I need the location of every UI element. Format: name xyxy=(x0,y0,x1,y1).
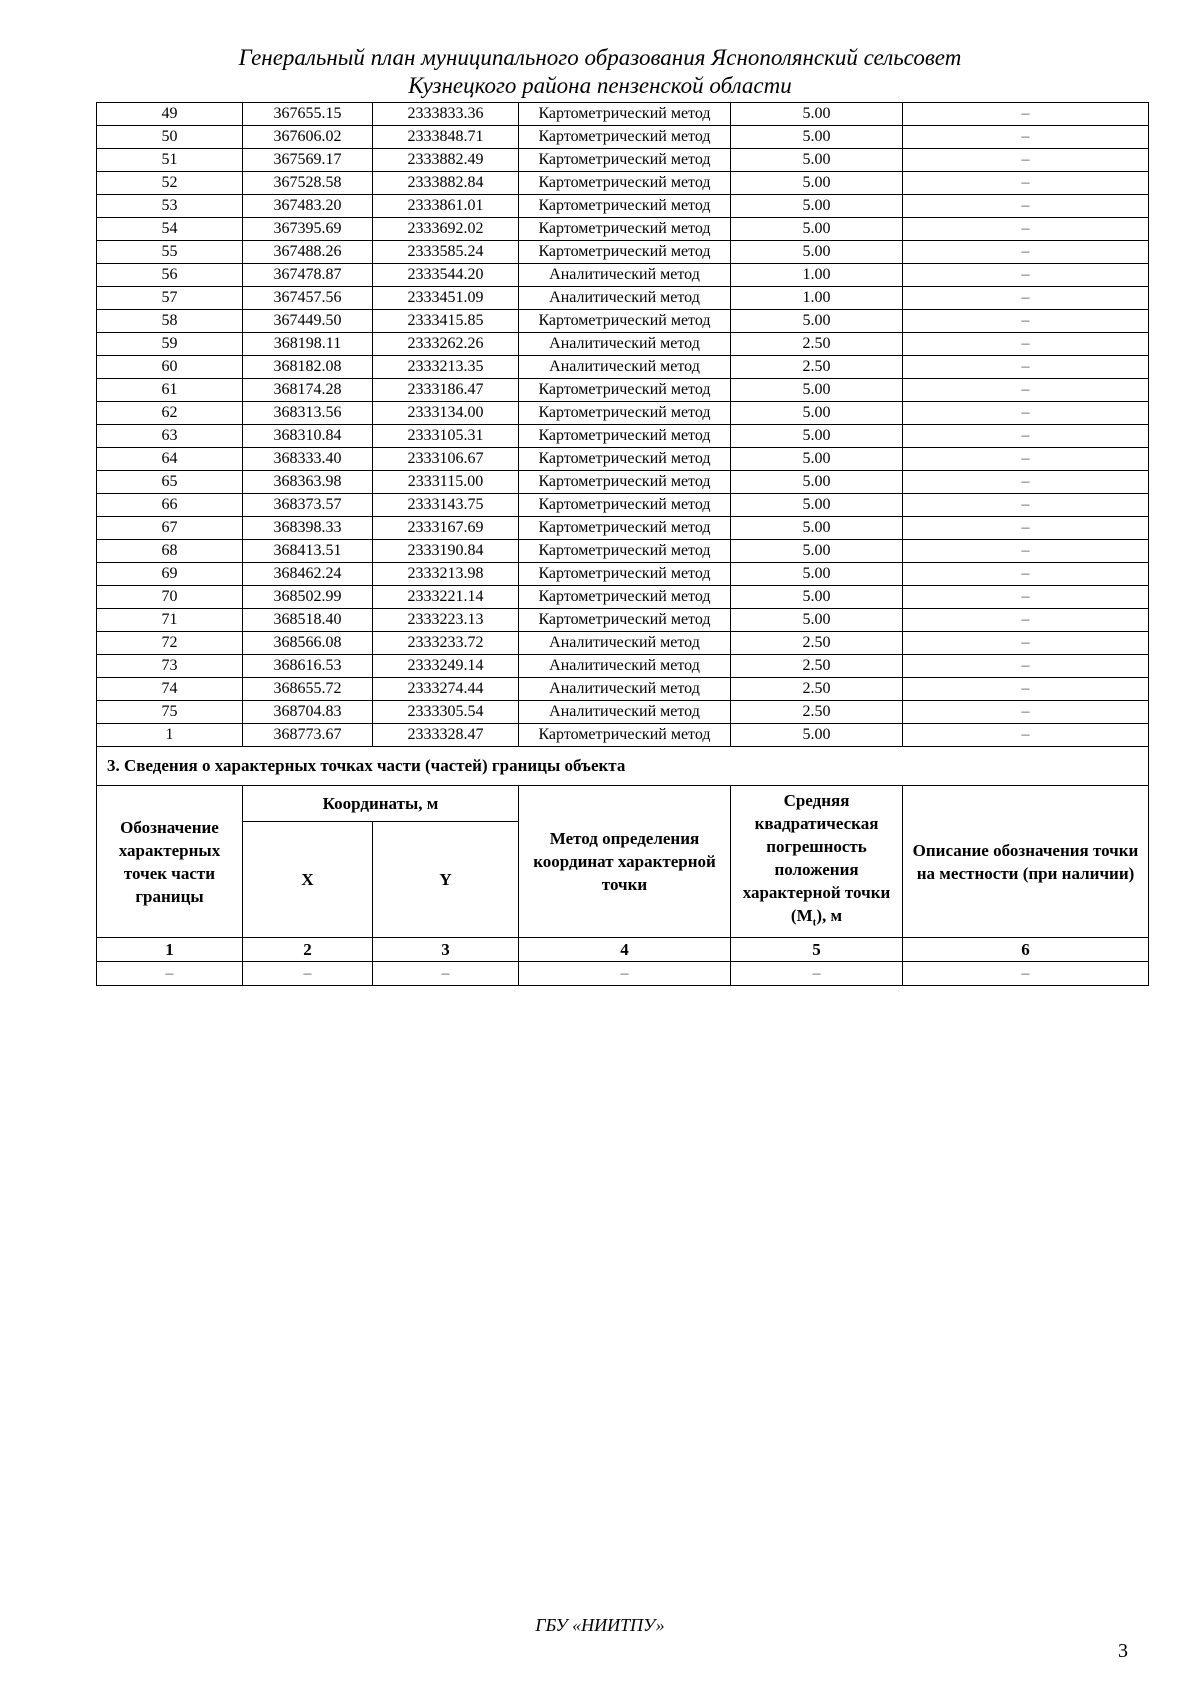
description-cell: – xyxy=(903,586,1149,609)
point-number-cell: 1 xyxy=(97,724,243,747)
coord-y-cell: 2333167.69 xyxy=(373,517,519,540)
col-designation-header: Обозначение характерных точек части границы xyxy=(97,786,243,938)
point-number-cell: 56 xyxy=(97,264,243,287)
point-number-cell: 63 xyxy=(97,425,243,448)
description-cell: – xyxy=(903,678,1149,701)
coord-y-cell: 2333223.13 xyxy=(373,609,519,632)
table-row xyxy=(97,586,1149,609)
empty-cell: – xyxy=(731,962,903,986)
description-cell: – xyxy=(903,655,1149,678)
method-cell: Картометрический метод xyxy=(519,448,731,471)
coord-x-cell: 367569.17 xyxy=(243,149,373,172)
boundary-points-table xyxy=(96,102,1149,986)
table-row xyxy=(97,609,1149,632)
coord-y-cell: 2333692.02 xyxy=(373,218,519,241)
coord-x-cell: 368363.98 xyxy=(243,471,373,494)
coord-x-cell: 368182.08 xyxy=(243,356,373,379)
table-row xyxy=(97,241,1149,264)
method-cell: Аналитический метод xyxy=(519,701,731,724)
point-number-cell: 73 xyxy=(97,655,243,678)
coord-y-cell: 2333415.85 xyxy=(373,310,519,333)
description-cell: – xyxy=(903,563,1149,586)
table-row xyxy=(97,172,1149,195)
section3-block xyxy=(97,747,1149,986)
table-row xyxy=(97,126,1149,149)
description-cell: – xyxy=(903,724,1149,747)
coord-x-cell: 367449.50 xyxy=(243,310,373,333)
coord-y-cell: 2333848.71 xyxy=(373,126,519,149)
coord-x-cell: 368174.28 xyxy=(243,379,373,402)
empty-cell: – xyxy=(903,962,1149,986)
point-number-cell: 69 xyxy=(97,563,243,586)
table-row xyxy=(97,287,1149,310)
description-cell: – xyxy=(903,333,1149,356)
coord-x-cell: 367655.15 xyxy=(243,103,373,126)
coord-x-cell: 368502.99 xyxy=(243,586,373,609)
error-value-cell: 5.00 xyxy=(731,471,903,494)
coord-x-cell: 368398.33 xyxy=(243,517,373,540)
table-row xyxy=(97,678,1149,701)
empty-cell: – xyxy=(519,962,731,986)
error-value-cell: 5.00 xyxy=(731,517,903,540)
point-number-cell: 61 xyxy=(97,379,243,402)
error-value-cell: 5.00 xyxy=(731,448,903,471)
footer-organization: ГБУ «НИИТПУ» xyxy=(535,1615,665,1635)
error-value-cell: 5.00 xyxy=(731,425,903,448)
description-cell: – xyxy=(903,494,1149,517)
col-error-header: Средняя квадратическая погрешность положения характерной точки $(M_t)$, м xyxy=(731,786,903,938)
method-cell: Аналитический метод xyxy=(519,632,731,655)
column-numbers-row xyxy=(97,938,1149,962)
point-number-cell: 71 xyxy=(97,609,243,632)
header-line-2: Кузнецкого района пензенской области xyxy=(408,73,792,98)
point-number-cell: 67 xyxy=(97,517,243,540)
header-line-1: Генеральный план муниципального образования Яснополянский сельсовет xyxy=(238,45,962,70)
error-value-cell: 5.00 xyxy=(731,402,903,425)
coord-y-cell: 2333233.72 xyxy=(373,632,519,655)
table-row xyxy=(97,379,1149,402)
empty-cell: – xyxy=(243,962,373,986)
point-number-cell: 52 xyxy=(97,172,243,195)
method-cell: Картометрический метод xyxy=(519,471,731,494)
coord-x-cell: 368616.53 xyxy=(243,655,373,678)
description-cell: – xyxy=(903,126,1149,149)
empty-cell: – xyxy=(97,962,243,986)
description-cell: – xyxy=(903,103,1149,126)
description-cell: – xyxy=(903,195,1149,218)
error-value-cell: 5.00 xyxy=(731,149,903,172)
error-value-cell: 2.50 xyxy=(731,678,903,701)
point-number-cell: 55 xyxy=(97,241,243,264)
description-cell: – xyxy=(903,609,1149,632)
coord-x-cell: 368373.57 xyxy=(243,494,373,517)
table-row xyxy=(97,264,1149,287)
method-cell: Картометрический метод xyxy=(519,586,731,609)
error-value-cell: 5.00 xyxy=(731,724,903,747)
col-number: 1 xyxy=(97,938,243,962)
point-number-cell: 68 xyxy=(97,540,243,563)
page-number: 3 xyxy=(1118,1640,1128,1662)
point-number-cell: 72 xyxy=(97,632,243,655)
method-cell: Картометрический метод xyxy=(519,563,731,586)
coord-x-cell: 367395.69 xyxy=(243,218,373,241)
point-number-cell: 58 xyxy=(97,310,243,333)
method-cell: Картометрический метод xyxy=(519,310,731,333)
coord-y-cell: 2333213.35 xyxy=(373,356,519,379)
table-row xyxy=(97,402,1149,425)
method-cell: Аналитический метод xyxy=(519,678,731,701)
description-cell: – xyxy=(903,172,1149,195)
method-cell: Аналитический метод xyxy=(519,356,731,379)
coord-x-cell: 368462.24 xyxy=(243,563,373,586)
table-row xyxy=(97,310,1149,333)
error-value-cell: 5.00 xyxy=(731,218,903,241)
document-header xyxy=(0,44,1200,100)
table-row xyxy=(97,494,1149,517)
table-row xyxy=(97,563,1149,586)
coord-x-cell: 367606.02 xyxy=(243,126,373,149)
description-cell: – xyxy=(903,379,1149,402)
error-value-cell: 5.00 xyxy=(731,563,903,586)
table-row xyxy=(97,724,1149,747)
description-cell: – xyxy=(903,287,1149,310)
description-cell: – xyxy=(903,149,1149,172)
table-row xyxy=(97,333,1149,356)
coord-x-cell: 368773.67 xyxy=(243,724,373,747)
coord-y-cell: 2333143.75 xyxy=(373,494,519,517)
coord-y-cell: 2333544.20 xyxy=(373,264,519,287)
table-row xyxy=(97,195,1149,218)
table-row xyxy=(97,471,1149,494)
table-row xyxy=(97,517,1149,540)
method-cell: Картометрический метод xyxy=(519,218,731,241)
point-number-cell: 70 xyxy=(97,586,243,609)
col-x-header: X xyxy=(243,822,373,938)
error-value-cell: 5.00 xyxy=(731,609,903,632)
col-number: 3 xyxy=(373,938,519,962)
method-cell: Картометрический метод xyxy=(519,195,731,218)
point-number-cell: 50 xyxy=(97,126,243,149)
table-row xyxy=(97,103,1149,126)
error-value-cell: 5.00 xyxy=(731,172,903,195)
coord-x-cell: 368518.40 xyxy=(243,609,373,632)
point-number-cell: 53 xyxy=(97,195,243,218)
coord-x-cell: 367478.87 xyxy=(243,264,373,287)
error-value-cell: 5.00 xyxy=(731,103,903,126)
col-number: 2 xyxy=(243,938,373,962)
description-cell: – xyxy=(903,517,1149,540)
error-value-cell: 5.00 xyxy=(731,586,903,609)
description-cell: – xyxy=(903,356,1149,379)
coord-x-cell: 368704.83 xyxy=(243,701,373,724)
error-value-cell: 5.00 xyxy=(731,379,903,402)
description-cell: – xyxy=(903,471,1149,494)
description-cell: – xyxy=(903,540,1149,563)
coord-x-cell: 368655.72 xyxy=(243,678,373,701)
method-cell: Картометрический метод xyxy=(519,103,731,126)
coord-y-cell: 2333190.84 xyxy=(373,540,519,563)
table-row xyxy=(97,425,1149,448)
description-cell: – xyxy=(903,632,1149,655)
error-value-cell: 2.50 xyxy=(731,356,903,379)
col-number: 5 xyxy=(731,938,903,962)
table-row xyxy=(97,448,1149,471)
coord-y-cell: 2333451.09 xyxy=(373,287,519,310)
method-cell: Картометрический метод xyxy=(519,402,731,425)
description-cell: – xyxy=(903,448,1149,471)
col-y-header: Y xyxy=(373,822,519,938)
point-number-cell: 51 xyxy=(97,149,243,172)
table-row xyxy=(97,540,1149,563)
col-number: 4 xyxy=(519,938,731,962)
empty-cell: – xyxy=(373,962,519,986)
coord-y-cell: 2333249.14 xyxy=(373,655,519,678)
section3-title: 3. Сведения о характерных точках части (частей) границы объекта xyxy=(97,747,1149,786)
coord-y-cell: 2333213.98 xyxy=(373,563,519,586)
coord-y-cell: 2333882.84 xyxy=(373,172,519,195)
description-cell: – xyxy=(903,264,1149,287)
point-number-cell: 60 xyxy=(97,356,243,379)
description-cell: – xyxy=(903,402,1149,425)
point-number-cell: 74 xyxy=(97,678,243,701)
method-cell: Картометрический метод xyxy=(519,517,731,540)
coord-x-cell: 368566.08 xyxy=(243,632,373,655)
error-value-cell: 5.00 xyxy=(731,310,903,333)
coord-y-cell: 2333861.01 xyxy=(373,195,519,218)
coord-y-cell: 2333328.47 xyxy=(373,724,519,747)
coord-y-cell: 2333274.44 xyxy=(373,678,519,701)
error-value-cell: 2.50 xyxy=(731,333,903,356)
coord-y-cell: 2333882.49 xyxy=(373,149,519,172)
coord-x-cell: 368413.51 xyxy=(243,540,373,563)
point-number-cell: 62 xyxy=(97,402,243,425)
point-number-cell: 54 xyxy=(97,218,243,241)
method-cell: Картометрический метод xyxy=(519,126,731,149)
point-number-cell: 57 xyxy=(97,287,243,310)
coord-y-cell: 2333305.54 xyxy=(373,701,519,724)
point-number-cell: 59 xyxy=(97,333,243,356)
table-row xyxy=(97,632,1149,655)
coord-x-cell: 367488.26 xyxy=(243,241,373,264)
empty-row xyxy=(97,962,1149,986)
table-body xyxy=(97,103,1149,747)
table-row xyxy=(97,356,1149,379)
method-cell: Аналитический метод xyxy=(519,264,731,287)
description-cell: – xyxy=(903,425,1149,448)
coord-x-cell: 368333.40 xyxy=(243,448,373,471)
point-number-cell: 64 xyxy=(97,448,243,471)
coord-y-cell: 2333262.26 xyxy=(373,333,519,356)
error-value-cell: 5.00 xyxy=(731,195,903,218)
method-cell: Картометрический метод xyxy=(519,379,731,402)
col-method-header: Метод определения координат характерной точки xyxy=(519,786,731,938)
coord-y-cell: 2333221.14 xyxy=(373,586,519,609)
coord-x-cell: 368198.11 xyxy=(243,333,373,356)
coord-y-cell: 2333105.31 xyxy=(373,425,519,448)
method-cell: Картометрический метод xyxy=(519,494,731,517)
coord-x-cell: 367483.20 xyxy=(243,195,373,218)
description-cell: – xyxy=(903,310,1149,333)
point-number-cell: 75 xyxy=(97,701,243,724)
coord-y-cell: 2333115.00 xyxy=(373,471,519,494)
method-cell: Аналитический метод xyxy=(519,287,731,310)
method-cell: Картометрический метод xyxy=(519,540,731,563)
method-cell: Аналитический метод xyxy=(519,333,731,356)
error-value-cell: 5.00 xyxy=(731,540,903,563)
table-row xyxy=(97,149,1149,172)
col-number: 6 xyxy=(903,938,1149,962)
coord-x-cell: 367528.58 xyxy=(243,172,373,195)
error-value-cell: 2.50 xyxy=(731,701,903,724)
method-cell: Картометрический метод xyxy=(519,172,731,195)
coord-x-cell: 368313.56 xyxy=(243,402,373,425)
coord-y-cell: 2333833.36 xyxy=(373,103,519,126)
error-value-cell: 2.50 xyxy=(731,632,903,655)
coord-y-cell: 2333134.00 xyxy=(373,402,519,425)
coord-y-cell: 2333186.47 xyxy=(373,379,519,402)
method-cell: Картометрический метод xyxy=(519,609,731,632)
method-cell: Картометрический метод xyxy=(519,724,731,747)
coord-x-cell: 368310.84 xyxy=(243,425,373,448)
table-row xyxy=(97,655,1149,678)
description-cell: – xyxy=(903,241,1149,264)
method-cell: Аналитический метод xyxy=(519,655,731,678)
method-cell: Картометрический метод xyxy=(519,241,731,264)
col-description-header: Описание обозначения точки на местности (при наличии) xyxy=(903,786,1149,938)
coord-y-cell: 2333106.67 xyxy=(373,448,519,471)
method-cell: Картометрический метод xyxy=(519,149,731,172)
description-cell: – xyxy=(903,701,1149,724)
error-value-cell: 2.50 xyxy=(731,655,903,678)
description-cell: – xyxy=(903,218,1149,241)
error-value-cell: 1.00 xyxy=(731,287,903,310)
point-number-cell: 65 xyxy=(97,471,243,494)
coord-x-cell: 367457.56 xyxy=(243,287,373,310)
point-number-cell: 49 xyxy=(97,103,243,126)
table-row xyxy=(97,701,1149,724)
table-row xyxy=(97,218,1149,241)
method-cell: Картометрический метод xyxy=(519,425,731,448)
error-value-cell: 1.00 xyxy=(731,264,903,287)
col-coordinates-header: Координаты, м xyxy=(243,786,519,822)
point-number-cell: 66 xyxy=(97,494,243,517)
error-value-cell: 5.00 xyxy=(731,126,903,149)
error-value-cell: 5.00 xyxy=(731,494,903,517)
error-value-cell: 5.00 xyxy=(731,241,903,264)
coord-y-cell: 2333585.24 xyxy=(373,241,519,264)
